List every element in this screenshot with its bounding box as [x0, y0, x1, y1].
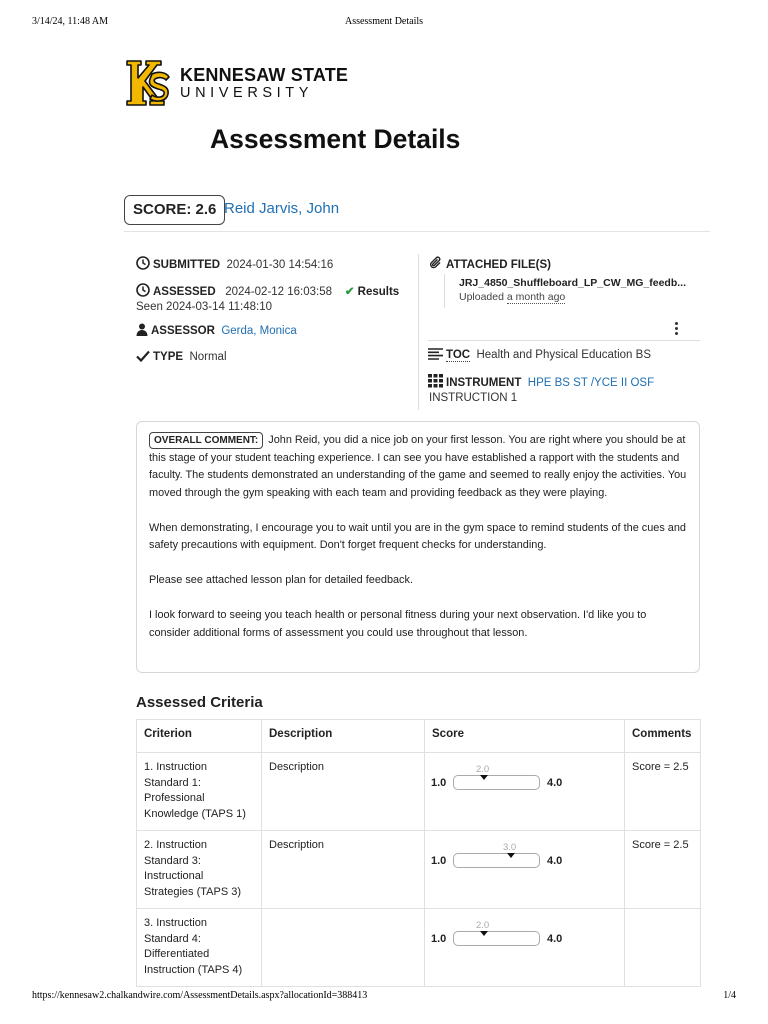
- description-cell: Description: [262, 831, 425, 909]
- assessed-criteria-title: Assessed Criteria: [136, 694, 263, 711]
- ksu-logo-mark-icon: [124, 58, 174, 108]
- type-label: TYPE: [153, 351, 184, 363]
- divider: [428, 340, 700, 341]
- submitted-label: SUBMITTED: [153, 259, 221, 271]
- print-footer: [32, 990, 736, 1004]
- description-cell: Description: [262, 753, 425, 831]
- slider-track[interactable]: [453, 764, 540, 790]
- check-icon: ✔: [344, 286, 355, 298]
- print-url: https://kennesaw2.chalkandwire.com/AssessmentDetails.aspx?allocationId=388413: [32, 990, 368, 1001]
- col-comments: Comments: [625, 720, 701, 753]
- slider-max: 4.0: [547, 777, 563, 789]
- score-cell: [425, 909, 625, 987]
- uploaded-prefix: Uploaded: [459, 291, 504, 303]
- criteria-table: [136, 719, 701, 987]
- print-datetime: 3/14/24, 11:48 AM: [32, 16, 109, 27]
- submitted-value: 2024-01-30 14:54:16: [226, 259, 334, 271]
- toc-row: [428, 348, 651, 361]
- criterion-cell: 1. Instruction Standard 1: Professional Knowledge (TAPS 1): [137, 753, 262, 831]
- slider-thumb-icon[interactable]: [480, 931, 488, 936]
- instrument-link[interactable]: HPE BS ST /YCE II OSF: [527, 377, 655, 389]
- attached-file-link[interactable]: JRJ_4850_Shuffleboard_LP_CW_MG_feedb...: [459, 277, 686, 289]
- print-doc-title: Assessment Details: [344, 16, 424, 27]
- slider-value: 3.0: [503, 842, 517, 853]
- comment-cell: Score = 2.5: [625, 831, 701, 909]
- type-value: Normal: [189, 351, 227, 363]
- instrument-label: INSTRUMENT: [446, 377, 522, 389]
- submitted-row: [136, 256, 333, 271]
- comment-paragraph: [149, 432, 687, 502]
- col-score: Score: [425, 720, 625, 753]
- description-cell: [262, 909, 425, 987]
- comment-text-2: When demonstrating, I encourage you to wait until you are in the gym space to remind students of the cues and safety precautions with equipment. Don't forget frequent checks for understanding.: [149, 521, 686, 551]
- checkmark-icon: [136, 350, 150, 362]
- slider-min: 1.0: [431, 933, 447, 945]
- file-uploaded: [459, 291, 565, 303]
- ksu-logo: [124, 58, 349, 110]
- grid-icon: [428, 374, 443, 388]
- results-seen: Seen 2024-03-14 11:48:10: [136, 301, 272, 313]
- comment-text-4: I look forward to seeing you teach health or personal fitness during your next observation. I'd like you to consider additional forms of assessment you could use throughout that lesson.: [149, 609, 647, 639]
- slider-value: 2.0: [476, 764, 490, 775]
- slider-max: 4.0: [547, 933, 563, 945]
- score-badge: SCORE: 2.6: [124, 195, 225, 225]
- assessor-label: ASSESSOR: [151, 325, 215, 337]
- clock-icon: [136, 256, 150, 270]
- kebab-menu-icon[interactable]: [672, 322, 680, 338]
- print-header: [32, 16, 736, 32]
- attached-files-row: [429, 256, 551, 271]
- table-row: [137, 753, 701, 831]
- criterion-cell: 2. Instruction Standard 3: Instructional Strategies (TAPS 3): [137, 831, 262, 909]
- page-title: Assessment Details: [210, 124, 461, 154]
- slider-track[interactable]: [453, 920, 540, 946]
- assessed-row: [136, 283, 399, 298]
- slider-thumb-icon[interactable]: [507, 853, 515, 858]
- assessor-row: [136, 323, 297, 337]
- score-cell: [425, 753, 625, 831]
- criterion-cell: 3. Instruction Standard 4: Differentiated Instruction (TAPS 4): [137, 909, 262, 987]
- slider-min: 1.0: [431, 777, 447, 789]
- slider-track[interactable]: [453, 842, 540, 868]
- score-slider[interactable]: [431, 920, 571, 947]
- person-icon: [136, 323, 148, 336]
- student-name-link[interactable]: Reid Jarvis, John: [224, 200, 340, 217]
- print-page-number: 1/4: [723, 990, 736, 1001]
- col-description: Description: [262, 720, 425, 753]
- overall-comment-box: [136, 421, 700, 673]
- slider-value: 2.0: [476, 920, 490, 931]
- comment-text-3: Please see attached lesson plan for detailed feedback.: [149, 574, 413, 586]
- score-slider[interactable]: [431, 842, 571, 869]
- col-criterion: Criterion: [137, 720, 262, 753]
- slider-thumb-icon[interactable]: [480, 775, 488, 780]
- paperclip-icon: [429, 256, 443, 270]
- divider: [124, 231, 710, 232]
- table-header-row: [137, 720, 701, 753]
- table-row: [137, 831, 701, 909]
- toc-label: TOC: [446, 349, 471, 361]
- instrument-row: [428, 374, 654, 389]
- assessed-value: 2024-02-12 16:03:58: [225, 286, 333, 298]
- comment-text-1: John Reid, you did a nice job on your first lesson. You are right where you should be at this stage of your student teaching experience. I can see you have established a rapport with the students and faculty. The students demonstrated an understanding of the game and seemed to really enjoy the activities. You moved through the gym speaking with each team and providing feedback as they were playing.: [149, 434, 687, 499]
- type-row: [136, 350, 227, 363]
- score-cell: [425, 831, 625, 909]
- score-slider[interactable]: [431, 764, 571, 791]
- overall-comment-badge: OVERALL COMMENT:: [149, 432, 263, 449]
- comment-cell: [625, 909, 701, 987]
- clock-icon: [136, 283, 150, 297]
- slider-max: 4.0: [547, 855, 563, 867]
- comment-cell: Score = 2.5: [625, 753, 701, 831]
- slider-min: 1.0: [431, 855, 447, 867]
- list-lines-icon: [428, 348, 443, 360]
- attached-files-label: ATTACHED FILE(S): [446, 259, 551, 271]
- table-row: [137, 909, 701, 987]
- instrument-link-line2[interactable]: INSTRUCTION 1: [429, 392, 518, 404]
- brand-line-2: UNIVERSITY: [180, 85, 314, 101]
- results-label: Results: [357, 286, 400, 298]
- assessed-label: ASSESSED: [153, 286, 216, 298]
- file-indent: [444, 274, 445, 308]
- toc-value: Health and Physical Education BS: [476, 349, 651, 361]
- assessor-link[interactable]: Gerda, Monica: [221, 325, 297, 337]
- column-divider: [418, 254, 419, 410]
- brand-line-1: KENNESAW STATE: [180, 65, 349, 85]
- uploaded-ago: a month ago: [506, 291, 566, 303]
